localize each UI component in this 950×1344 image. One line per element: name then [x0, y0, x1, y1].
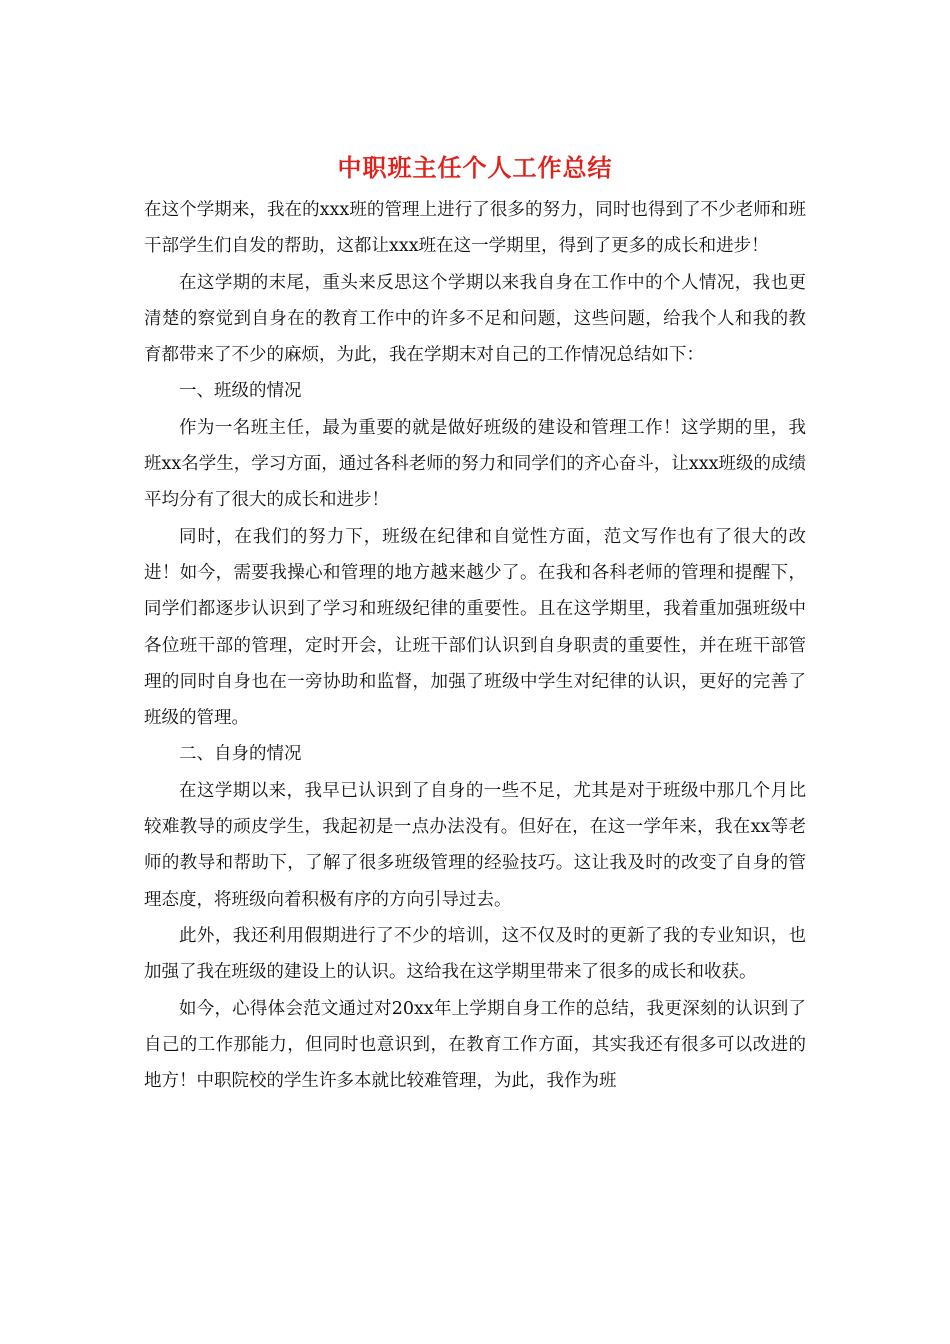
paragraph-class-building: 作为一名班主任，最为重要的就是做好班级的建设和管理工作！这学期的里，我班xx名学生，学习方面，通过各科老师的努力和同学们的齐心奋斗，让xxx班级的成绩平均分有了很大的成长和进步！ [144, 417, 806, 511]
section-heading-self: 二、自身的情况 [179, 744, 302, 765]
paragraph-self-shortcomings: 在这学期以来，我早已认识到了自身的一些不足，尤其是对于班级中那几个月比较难教导的顽皮学生，我起初是一点办法没有。但好在，在这一学年来，我在xx等老师的教导和帮助下，了解了很多班级管理的经验技巧。这让我及时的改变了自身的管理态度，将班级向着积极有序的方向引导过去。 [144, 780, 806, 910]
document-body [144, 192, 806, 1099]
paragraph-intro: 在这个学期来，我在的xxx班的管理上进行了很多的努力，同时也得到了不少老师和班干部学生们自发的帮助，这都让xxx班在这一学期里，得到了更多的成长和进步！ [144, 200, 806, 257]
paragraph-self-training: 此外，我还利用假期进行了不少的培训，这不仅及时的更新了我的专业知识，也加强了我在班级的建设上的认识。这给我在这学期里带来了很多的成长和收获。 [144, 925, 806, 983]
paragraph-conclusion: 如今，心得体会范文通过对20xx年上学期自身工作的总结，我更深刻的认识到了自己的工作那能力，但同时也意识到，在教育工作方面，其实我还有很多可以改进的地方！中职院校的学生许多本就比较难管理，为此，我作为班 [144, 998, 806, 1092]
document-title: 中职班主任个人工作总结 [337, 153, 613, 182]
paragraph-class-discipline: 同时，在我们的努力下，班级在纪律和自觉性方面，范文写作也有了很大的改进！如今，需要我操心和管理的地方越来越少了。在我和各科老师的管理和提醒下，同学们都逐步认识到了学习和班级纪律的重要性。且在这学期里，我着重加强班级中各位班干部的管理，定时开会，让班干部们认识到自身职责的重要性，并在班干部管理的同时自身也在一旁协助和监督，加强了班级中学生对纪律的认识，更好的完善了班级的管理。 [144, 526, 806, 729]
section-heading-class: 一、班级的情况 [179, 381, 302, 402]
paragraph-reflection: 在这学期的末尾，重头来反思这个学期以来我自身在工作中的个人情况，我也更清楚的察觉到自身在的教育工作中的许多不足和问题，这些问题，给我个人和我的教育都带来了不少的麻烦，为此，我在学期末对自己的工作情况总结如下： [144, 272, 806, 366]
